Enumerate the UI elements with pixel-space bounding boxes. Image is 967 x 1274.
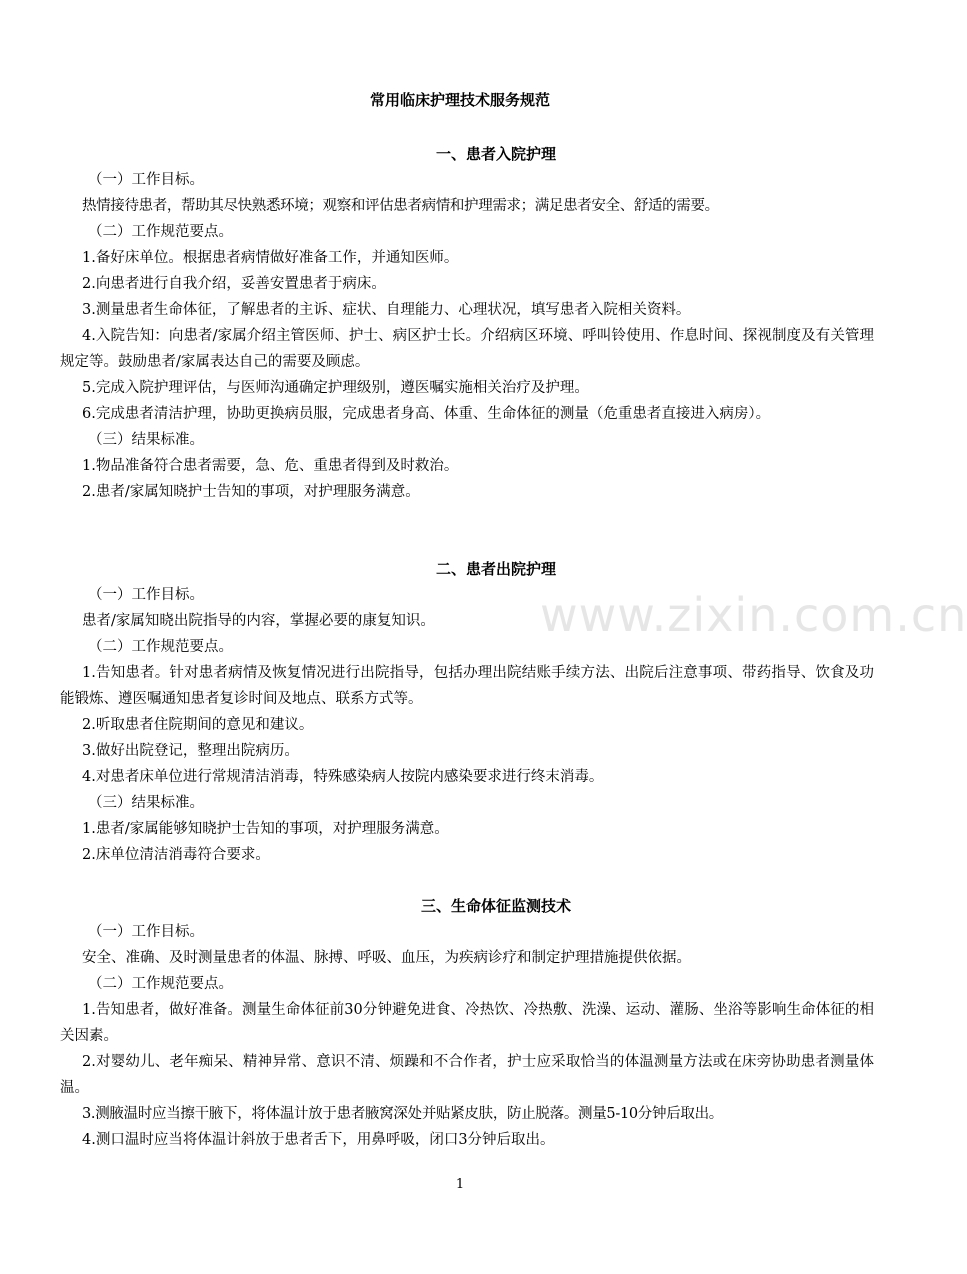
list-item: 4.对患者床单位进行常规清洁消毒，特殊感染病人按院内感染要求进行终末消毒。 (82, 769, 604, 785)
section-heading: 三、生命体征监测技术 (420, 897, 571, 915)
list-item: 2.床单位清洁消毒符合要求。 (82, 847, 270, 863)
list-item: 3.测量患者生命体征，了解患者的主诉、症状、自理能力、心理状况，填写患者入院相关资料。 (82, 302, 691, 318)
subheading-goal: （一）工作目标。 (88, 587, 204, 603)
list-item: 2.对婴幼儿、老年痴呆、精神异常、意识不清、烦躁和不合作者，护士应采取恰当的体温测量方法或在床旁协助患者测量体温。 (60, 1054, 874, 1096)
list-item: 3.做好出院登记，整理出院病历。 (82, 743, 299, 759)
document-title: 常用临床护理技术服务规范 (369, 91, 550, 109)
section-discharge (60, 556, 874, 868)
subheading-points: （二）工作规范要点。 (88, 224, 233, 240)
paragraph-goal: 热情接待患者，帮助其尽快熟悉环境；观察和评估患者病情和护理需求；满足患者安全、舒适的需要。 (82, 198, 719, 214)
list-item: 1.告知患者，做好准备。测量生命体征前30分钟避免进食、冷热饮、冷热敷、洗澡、运动、灌肠、坐浴等影响生命体征的相关因素。 (60, 1002, 874, 1044)
list-item: 1.物品准备符合患者需要，急、危、重患者得到及时救治。 (82, 458, 459, 474)
subheading-goal: （一）工作目标。 (88, 924, 204, 940)
list-item: 1.告知患者。针对患者病情及恢复情况进行出院指导，包括办理出院结账手续方法、出院后注意事项、带药指导、饮食及功能锻炼、遵医嘱通知患者复诊时间及地点、联系方式等。 (60, 665, 874, 707)
section-heading: 一、患者入院护理 (435, 145, 556, 163)
list-item: 2.向患者进行自我介绍，妥善安置患者于病床。 (82, 276, 386, 292)
section-vital-signs (60, 893, 874, 1153)
list-item: 4.入院告知：向患者/家属介绍主管医师、护士、病区护士长。介绍病区环境、呼叫铃使用、作息时间、探视制度及有关管理规定等。鼓励患者/家属表达自己的需要及顾虑。 (60, 328, 874, 370)
page-number: 1 (455, 1177, 465, 1192)
list-item: 1.患者/家属能够知晓护士告知的事项，对护理服务满意。 (82, 821, 449, 837)
subheading-points: （二）工作规范要点。 (88, 639, 233, 655)
list-item: 2.患者/家属知晓护士告知的事项，对护理服务满意。 (82, 484, 420, 500)
section-admission (60, 141, 874, 505)
subheading-result: （三）结果标准。 (88, 795, 204, 811)
watermark: www.zixin.com.cn (540, 588, 967, 642)
paragraph-goal: 患者/家属知晓出院指导的内容，掌握必要的康复知识。 (82, 613, 435, 629)
list-item: 4.测口温时应当将体温计斜放于患者舌下，用鼻呼吸，闭口3分钟后取出。 (82, 1132, 555, 1148)
subheading-points: （二）工作规范要点。 (88, 976, 233, 992)
subheading-goal: （一）工作目标。 (88, 172, 204, 188)
list-item: 2.听取患者住院期间的意见和建议。 (82, 717, 314, 733)
subheading-result: （三）结果标准。 (88, 432, 204, 448)
list-item: 1.备好床单位。根据患者病情做好准备工作，并通知医师。 (82, 250, 459, 266)
list-item: 5.完成入院护理评估，与医师沟通确定护理级别，遵医嘱实施相关治疗及护理。 (82, 380, 589, 396)
paragraph-goal: 安全、准确、及时测量患者的体温、脉搏、呼吸、血压，为疾病诊疗和制定护理措施提供依据。 (82, 950, 691, 966)
list-item: 3.测腋温时应当擦干腋下，将体温计放于患者腋窝深处并贴紧皮肤，防止脱落。测量5-10分钟后取出。 (82, 1106, 724, 1122)
list-item: 6.完成患者清洁护理，协助更换病员服，完成患者身高、体重、生命体征的测量（危重患者直接进入病房）。 (82, 406, 771, 422)
section-heading: 二、患者出院护理 (435, 560, 556, 578)
